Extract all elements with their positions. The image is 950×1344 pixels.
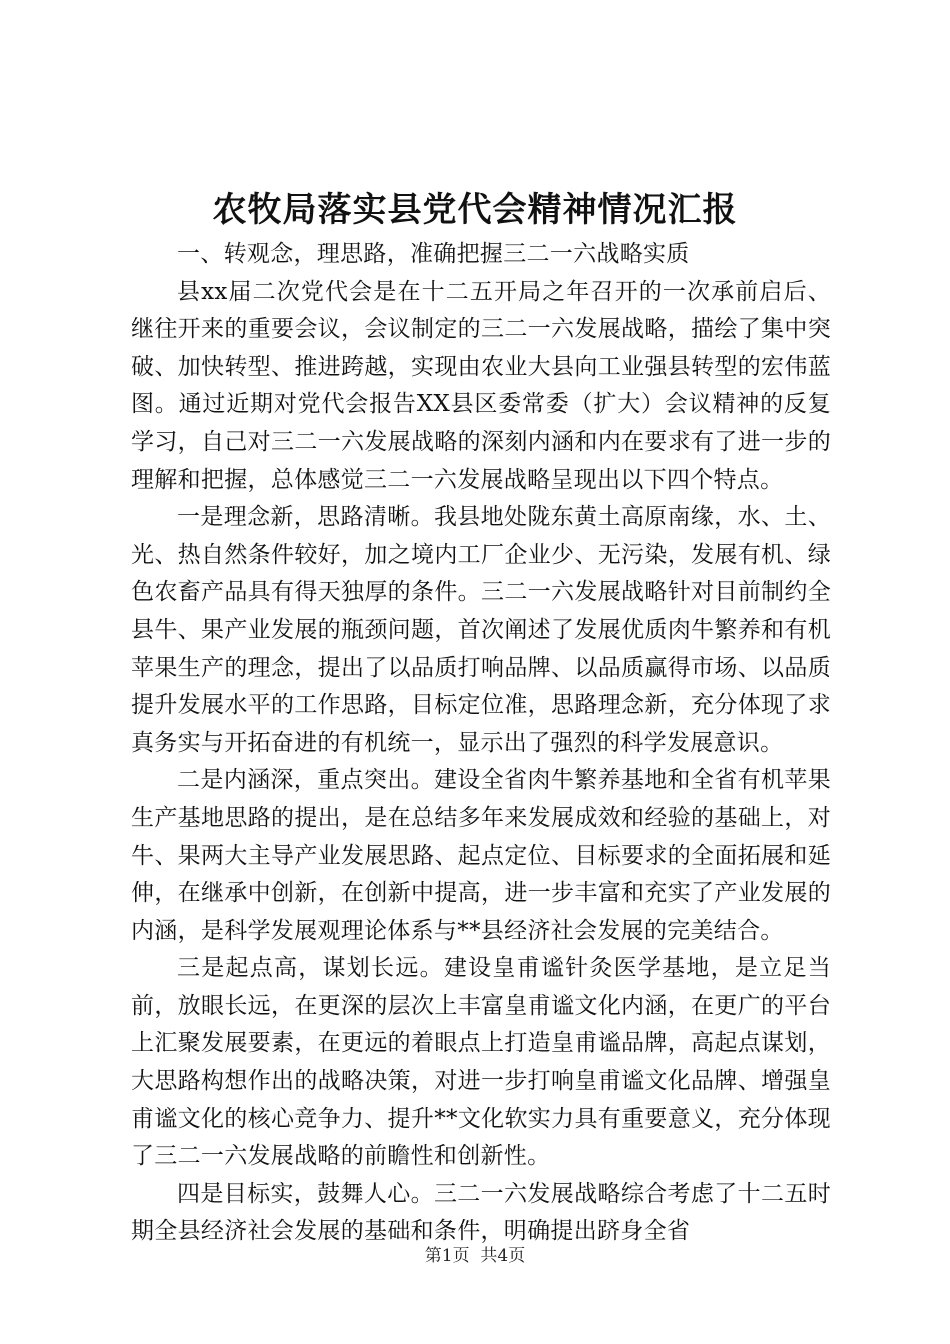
document-title: 农牧局落实县党代会精神情况汇报 <box>212 190 738 230</box>
paragraph-point-2: 二是内涵深，重点突出。建设全省肉牛繁养基地和全省有机苹果生产基地思路的提出，是在总结多年来发展成效和经验的基础上，对牛、果两大主导产业发展思路、起点定位、目标要求的全面拓展和延伸，在继承中创新，在创新中提高，进一步丰富和充实了产业发展的内涵，是科学发展观理论体系与**县经济社会发展的完美结合。 <box>131 767 831 944</box>
document-body <box>131 236 831 1251</box>
paragraph-intro: 县xx届二次党代会是在十二五开局之年召开的一次承前启后、继往开来的重要会议，会议制定的三二一六发展战略，描绘了集中突破、加快转型、推进跨越，实现由农业大县向工业强县转型的宏伟蓝图。通过近期对党代会报告XX县区委常委（扩大）会议精神的反复学习，自己对三二一六发展战略的深刻内涵和内在要求有了进一步的理解和把握，总体感觉三二一六发展战略呈现出以下四个特点。 <box>131 278 831 493</box>
paragraph-point-4: 四是目标实，鼓舞人心。三二一六发展战略综合考虑了十二五时期全县经济社会发展的基础和条件，明确提出跻身全省 <box>131 1180 831 1245</box>
page-footer <box>0 1244 950 1268</box>
page-total: 共4页 <box>480 1246 526 1266</box>
paragraph-point-3: 三是起点高，谋划长远。建设皇甫谧针灸医学基地，是立足当前，放眼长远，在更深的层次上丰富皇甫谧文化内涵，在更广的平台上汇聚发展要素，在更远的着眼点上打造皇甫谧品牌，高起点谋划，大思路构想作出的战略决策，对进一步打响皇甫谧文化品牌、增强皇甫谧文化的核心竞争力、提升**文化软实力具有重要意义，充分体现了三二一六发展战略的前瞻性和创新性。 <box>131 955 831 1170</box>
page-number: 第1页 <box>424 1246 470 1266</box>
section-heading: 一、转观念，理思路，准确把握三二一六战略实质 <box>177 241 690 267</box>
paragraph-point-1: 一是理念新，思路清晰。我县地处陇东黄土高原南缘，水、土、光、热自然条件较好，加之境内工厂企业少、无污染，发展有机、绿色农畜产品具有得天独厚的条件。三二一六发展战略针对目前制约全县牛、果产业发展的瓶颈问题，首次阐述了发展优质肉牛繁养和有机苹果生产的理念，提出了以品质打响品牌、以品质赢得市场、以品质提升发展水平的工作思路，目标定位准，思路理念新，充分体现了求真务实与开拓奋进的有机统一，显示出了强烈的科学发展意识。 <box>131 504 831 756</box>
